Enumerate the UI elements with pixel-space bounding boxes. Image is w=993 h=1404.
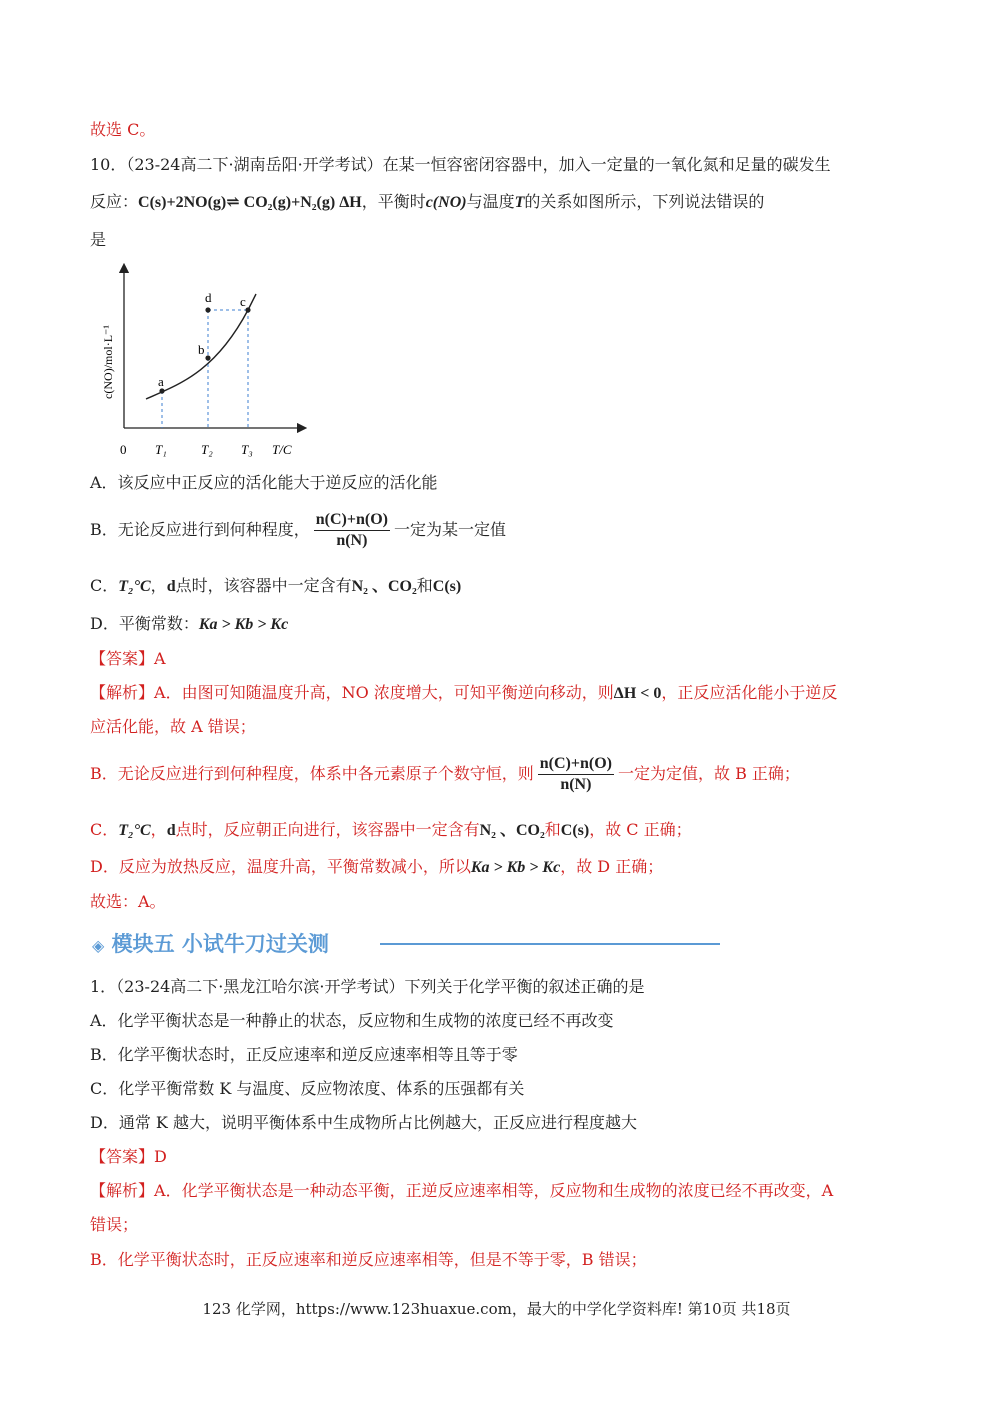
reaction-prefix: 反应： [90,192,139,211]
question-10-stem: 10．（23-24高二下·湖南岳阳·开学考试）在某一恒容密闭容器中，加入一定量的一氧化氮和足量的碳发生 [90,155,831,174]
explanation-d-expression: Ka > Kb > Kc [470,859,561,876]
option-c-point-d: d [166,578,176,595]
explanation-c-text: 点时，反应朝正向进行，该容器中一定含有 [175,820,480,839]
page-footer: 123 化学网，https://www.123huaxue.com，最大的中学化学资料库! 第10页 共18页 [202,1300,791,1318]
answer-label: 【答案】 [90,649,155,668]
q1-explanation-a-line2: 错误； [90,1215,139,1234]
origin-label: 0 [120,442,127,457]
q1-option-a: A．化学平衡状态是一种静止的状态，反应物和生成物的浓度已经不再改变 [90,1011,614,1030]
previous-answer-line: 故选 C。 [90,120,156,139]
q1-option-d: D．通常 K 越大，说明平衡体系中生成物所占比例越大，正反应进行程度越大 [90,1113,637,1132]
explanation-b-suffix: 一定为定值，故 B 正确； [618,764,800,783]
question-1-stem: 1．（23-24高二下·黑龙江哈尔滨·开学考试）下列关于化学平衡的叙述正确的是 [90,977,645,996]
label-b: b [198,342,205,357]
q10-choose: 故选：A。 [90,892,166,911]
explanation-c-and: 和 [544,820,561,839]
q1-answer-label: 【答案】 [90,1147,155,1166]
option-b-prefix: B．无论反应进行到何种程度， [90,520,310,539]
explanation-c-species: N₂ 、CO₂ [479,822,545,839]
cno-vs-temperature-graph [90,262,320,462]
fraction-numerator: n(C)+n(O) [314,510,390,531]
diamond-icon: ◈ [92,936,105,955]
section-title-text: 模块五 小试牛刀过关测 [111,932,329,956]
reaction-mid: ，平衡时 [361,192,426,211]
q1-explanation-b: B．化学平衡状态时，正反应速率和逆反应速率相等，但是不等于零，B 错误； [90,1250,647,1269]
ratio-fraction [314,510,390,551]
explanation-c-temp: T₂°C [118,822,151,839]
x-axis-label: T/C [272,442,292,457]
section-divider [380,943,720,945]
reaction-end: 的关系如图所示，下列说法错误的 [524,192,765,211]
q10-explanation-a-line1 [90,681,837,706]
explanation-d-text: D．反应为放热反应，温度升高，平衡常数减小，所以 [90,857,471,876]
y-axis-label: c(NO)/mol·L⁻¹ [101,325,115,399]
explanation-fraction-numerator: n(C)+n(O) [538,754,614,775]
q10-explanation-c [90,818,692,843]
point-b [205,355,210,360]
reaction-equation: C(s)+2NO(g)⇌ CO₂(g)+N₂(g) ΔH [138,194,362,211]
explanation-label: 【解析】 [90,683,155,702]
answer-value: A [154,649,166,668]
q10-explanation-b [90,750,800,798]
tick-t3: T₃ [241,442,253,457]
explanation-d-end: ，故 D 正确； [560,857,664,876]
temperature-symbol: T [514,194,525,211]
q10-explanation-a-line2: 应活化能，故 A 错误； [90,717,256,736]
label-c: c [240,294,246,309]
question-10-last-char: 是 [90,230,107,249]
tick-t2: T₂ [201,442,213,457]
explanation-a-end: ，正反应活化能小于逆反 [661,683,838,702]
explanation-c-point-d: d [166,822,176,839]
option-c-temp: T₂°C [118,578,151,595]
tick-t1: T₁ [155,442,167,457]
option-d-prefix: D．平衡常数： [90,614,199,633]
explanation-c-prefix: C． [90,820,119,839]
q1-explanation-label: 【解析】 [90,1181,155,1200]
option-c [90,574,461,599]
explanation-c-end: ，故 C 正确； [589,820,692,839]
fraction-denominator: n(N) [336,532,368,549]
q1-answer [90,1145,167,1169]
q1-explanation-a-line1 [90,1179,833,1203]
reaction-mid2: 与温度 [466,192,515,211]
explanation-ratio-fraction [538,754,614,795]
option-c-species: N₂ 、CO₂ [351,578,417,595]
option-c-and: 和 [416,576,433,595]
c-no-symbol: c(NO) [425,194,467,211]
q10-explanation-d [90,855,663,880]
option-b-suffix: 一定为某一定值 [394,520,507,539]
q1-answer-value: D [154,1147,167,1166]
explanation-b-prefix: B．无论反应进行到何种程度，体系中各元素原子个数守恒，则 [90,764,534,783]
q10-answer [90,647,166,671]
q1-explanation-a-text: A．化学平衡状态是一种动态平衡，正逆反应速率相等，反应物和生成物的浓度已经不再改变，A [154,1181,834,1200]
option-d-expression: Ka > Kb > Kc [198,616,289,633]
point-c [245,307,250,312]
explanation-a-text: A．由图可知随温度升高，NO 浓度增大，可知平衡逆向移动，则 [154,683,614,702]
label-d: d [205,290,212,305]
label-a: a [158,374,164,389]
option-d [90,612,288,637]
explanation-c-carbon: C(s) [560,822,590,839]
option-c-comma: ， [150,576,167,595]
point-a [159,388,164,393]
point-d [205,307,210,312]
option-a: A．该反应中正反应的活化能大于逆反应的活化能 [90,473,438,492]
section-title [92,928,329,958]
explanation-fraction-denominator: n(N) [560,776,592,793]
q1-option-b: B．化学平衡状态时，正反应速率和逆反应速率相等且等于零 [90,1045,518,1064]
explanation-c-comma: ， [150,820,167,839]
option-c-text: 点时，该容器中一定含有 [175,576,352,595]
option-c-prefix: C． [90,576,119,595]
question-10-reaction-line [90,190,764,215]
option-b [90,506,506,554]
option-c-carbon: C(s) [432,578,462,595]
q1-option-c: C．化学平衡常数 K 与温度、反应物浓度、体系的压强都有关 [90,1079,525,1098]
delta-h-expression: ΔH < 0 [613,685,662,702]
